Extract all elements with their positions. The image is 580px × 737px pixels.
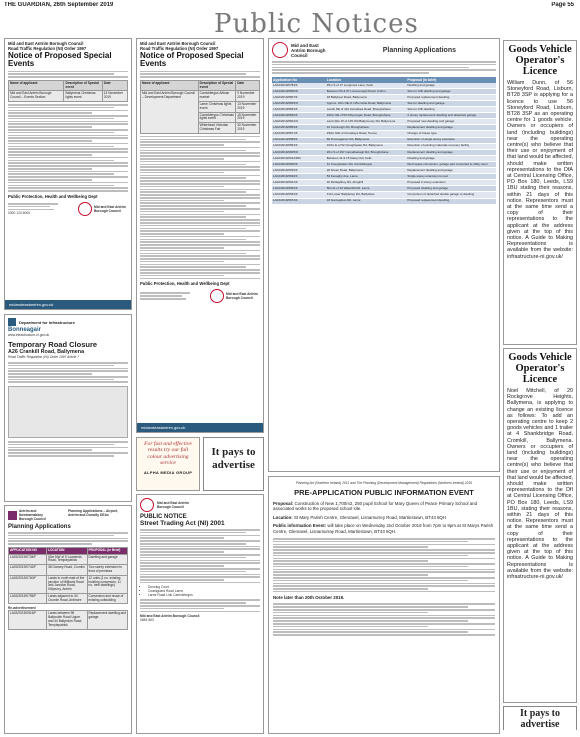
table-cell: Carrickfergus Artisan market [198,91,236,102]
council-logo [78,202,128,216]
list-item: • Dunclug Court [148,585,260,589]
notice-title: Temporary Road Closure [8,340,98,349]
table-cell: LA02/2019/0912/RM [272,155,326,161]
table-cell: Proposed 2 storey extension [406,180,496,186]
table-row [9,611,128,629]
table-cell: 110 Lower Ballyboley Rd, Ballyclare [326,192,407,198]
table-cell: 80 Drumagarner Rd, Ballymena [326,137,407,143]
table-cell: 18 Ballykeel Road, Ballymena [326,94,407,100]
council-logo-icon [78,202,92,216]
table-cell: 14 November 2019 [102,91,127,102]
panel-title: Planning Applications [382,46,456,54]
col-header: Name of applicant [9,80,64,91]
table-cell: Whitehead Victorian Christmas Fair [198,123,236,134]
table-cell: Conversion and reuse of existing outbuilding [87,593,127,604]
notice-title: Goods Vehicle Operator's Licence [508,44,572,77]
table-cell: LA02/2019/0952/F [272,186,326,192]
sidebar-notices [503,40,577,730]
table-row [9,593,128,604]
table-cell: Single storey extension to rear [406,174,496,180]
table-cell: Approx. 40m NE of 4 Burnside Road, Ballymena [326,101,407,107]
advertise-box-mid: It pays to advertise [203,437,264,491]
antrim-logo [8,509,53,521]
council-logo-text: Mid and East Antrim Borough Council [291,42,326,58]
panel-header: Planning Applications – Airport, Antrim and Dunsilly DEAs [68,509,118,517]
notice-body: William Dunn, of 56 Stoneyford Road, Lisburn, BT28 3SP is applying for a licence to use 56 Stoneyford Road, Lisburn, BT28 3SP as an operating centre for 1 goods vehicle. Owners or occupiers of land (including buildings) near the operating centre(s) who believe that their use or enjoyment of that land would be affected, should make written representations to the DfA at Central Licensing Office, PO Box 180, Leeds, LS9 1BU stating their reasons, within 21 days of this notice. Representors must at the same time send a copy of their representations to the applicant at the address given at the top of this notice. A Guide to Making Representations is available from the website: infrastructure-ni.gov.uk/ [507,80,573,260]
col-header: Description of Special event [64,80,102,91]
road-name: A26 Crankill Road, Ballymena [8,349,85,355]
col-header: Location [326,77,407,83]
notice-subtitle: Street Trading Act (NI) 2001 [140,520,225,527]
table-cell: Carrickfergus Christmas lights event [198,112,236,123]
col-header: APPLICATION NO [9,547,47,554]
table-cell: Lands between 98 Ballyrobin Road Upper and 44 Ballyrobin Road, Templepatrick [47,611,87,629]
website-band: midandeastantrim.gov.uk [137,423,263,432]
table-cell: 16 Mullaghboy Rd, Ahoghill [326,180,407,186]
road-closure-notice [4,314,132,502]
table-cell: LA02/2019/0974/F [272,198,326,204]
list-item: • Coastguard Road Larne [148,589,260,593]
table-cell: Between 11 & 15 Dasey Rd, Kells [326,155,407,161]
col-header: Name of applicant [141,80,199,91]
table-cell: 20 Dreen Road, Ballymena [326,168,407,174]
page-number: Page 55 [551,2,574,8]
antrim-readvert-table [8,610,128,629]
table-cell: Conversion of detached double garage to dwelling [406,192,496,198]
table-cell: 230m N/E of Crosskeys Road, Toome [326,131,407,137]
contact-name: Public Protection, Health and Wellbeing Dept [140,281,230,287]
col-header: Date [236,80,260,91]
notice-special-events-b [136,38,264,433]
table-cell: Land 40m W of 125 Old Ballymoney Rd, Ballymena [326,119,407,125]
list-item: • Larne Road Link Carrickfergus [148,593,260,597]
public-notices-banner [4,10,576,36]
contact-name: Public Protection, Health and Wellbeing Dept [8,193,98,199]
table-cell: 12 Cloughwater Rd, Carrickfergus [326,161,407,167]
council-logo-text: Mid and East Antrim Borough Council [226,291,258,300]
table-cell: 18 Ganvaghan Rd, Larne [326,198,407,204]
col-header: LOCATION [47,547,87,554]
table-cell: LA02/2019/0871/F [272,131,326,137]
table-cell: 53 Fenaghy Ave, Larne [326,174,407,180]
table-cell: 20m S of 297 Carnalbanagh Rd, Broughshane [326,149,407,155]
closing-date: Note later than 20th October 2019. [273,595,345,601]
table-cell: Site for infill dwelling [406,107,496,113]
col-header: Proposal (in brief) [406,77,496,83]
table-cell: Site for infill dwelling and garage [406,88,496,94]
table-cell: LA02/2019/0815/O [272,101,326,107]
org-website: www.infrastructure-ni.gov.uk [8,333,50,337]
table-cell: LA03/2019/0516/F [9,611,47,629]
table-cell: 45m S of 17 Longmore Lane, Kells [326,83,407,89]
council-logo-text: Mid and East Antrim Borough Council [157,501,189,509]
table-cell: Mid and East Antrim Borough Council – Development Department [141,91,199,133]
council-name: Mid and East Antrim Borough Council [140,614,200,619]
planning-applications-panel [268,38,500,472]
table-row [9,91,128,102]
website-band: midandeastantrim.gov.uk [5,300,131,309]
table-cell: Proposed dwelling and garage [406,186,496,192]
table-cell: LA02/2019/0941/F [272,180,326,186]
table-cell: LA02/2019/0844/O [272,119,326,125]
council-logo-icon [272,42,288,58]
table-cell: Lands adjacent to 34 Crumlin Road, Ardmore [47,593,87,604]
proposal-label: Proposal: [273,501,294,506]
table-cell: LA02/2019/0963/F [272,192,326,198]
street-list [148,585,260,597]
notice-title: PRE-APPLICATION PUBLIC INFORMATION EVENT [294,488,474,497]
council-logo [140,498,260,512]
banner-title: Public Notices [214,10,419,36]
col-header: PROPOSAL (in Brief) [87,547,127,554]
notice-title: Notice of Proposed Special Events [8,50,112,69]
location-text: St Mary Parish Centre, Glenravel, Lisnamurrey Road, Martinstown, BT43 6QH [294,514,447,520]
panel-title: Planning Applications [8,524,71,530]
table-cell: Dwelling and garage [406,155,496,161]
events-table [8,80,128,102]
antrim-logo-icon [8,511,17,520]
table-cell: LA02/2019/0905/O [272,149,326,155]
table-cell: 12 units (1 no. existing building conversion, 11 no. new dwellings) [87,575,127,593]
act-name: Road Traffic Regulation (NI) Order 1997 [140,45,219,51]
col-header: Date [102,80,127,91]
table-cell: LA02/2019/0926/F [272,168,326,174]
table-row [9,554,128,565]
act-name: Road Traffic Regulation (NI) Order 1997 [8,45,87,51]
table-cell: 12 Carnlough Rd, Broughshane [326,125,407,131]
council-logo-text: Mid and East Antrim Borough Council [94,204,126,213]
table-cell: Proposed replacement dwelling [406,198,496,204]
table-cell: 100m E of 52 Cloughwater Rd, Ballymena [326,143,407,149]
table-cell: LA03/2019/0734/F [9,554,47,565]
table-cell: LA02/2019/0930/F [272,174,326,180]
notice-title: Notice of Proposed Special Events [140,50,244,69]
table-cell: Replacement dwelling and garage [406,149,496,155]
council-name: Mid and East Antrim Borough Council [8,41,84,46]
table-cell: 13 November 2019 [236,101,260,112]
table-cell: 15 November 2019 [236,112,260,123]
council-logo [210,289,260,303]
table-cell: Proposed new dwelling and garage [406,119,496,125]
act-name: Road Traffic Regulation (NI) Order 1997 Article 7 [8,355,80,359]
table-row [272,198,496,204]
col-header: Application No [272,77,326,83]
table-cell: LA02/2019/0894/F [272,143,326,149]
table-cell: 30 November 2019 [236,123,260,134]
readvert-label: Re-advertisement [8,606,36,611]
table-cell: LA02/2019/0784/F [272,83,326,89]
table-cell: Ballymena Christmas lights event [64,91,102,102]
table-cell: 9 November 2019 [236,91,260,102]
planning-act: Planning Act (Northern Ireland) 2011 and The Planning (Development Management) Regulations (Northern Ireland) 2015 [295,481,473,485]
table-cell: LA02/2019/0883/F [272,137,326,143]
table-cell: Change of house type [406,131,496,137]
table-cell: Dwelling and garage [87,554,127,565]
table-cell: 100m NE of 50 Killycoogan Road, Broughshane [326,113,407,119]
goods-vehicle-notice-2 [503,348,577,703]
table-cell: LA02/2019/0854/F [272,125,326,131]
notice-special-events-a [4,38,132,310]
location-label: Location: [273,514,293,520]
events-table [140,80,260,134]
colour-advert [136,437,200,491]
street-trading-notice [136,494,264,734]
table-cell: Larne Christmas lights event [198,101,236,112]
proposal-text: Construction of New 1,700m2, 250 pupil School for Mary Queen of Peace Primary School and associated works to the proposed school site. [273,501,478,512]
infrastructure-logo-icon [8,318,16,326]
paper-name: THE GUARDIAN, 26th September 2019 [4,2,114,8]
table-cell: LA02/2019/0842/F [272,113,326,119]
antrim-planning-panel [4,505,132,734]
pre-application-notice [268,476,500,734]
notice-body: Noel Mitchell, of 20 Rockgrove Heights, Ballymena, is applying to change an existing licence as follows: To add an operating centre to keep 2 goods vehicles and 1 trailer at 4 Shankbridge Road, Cromkill, Ballymena. Owners or occupiers of land (including buildings) near the operating centre(s) who believe that their use or enjoyment of that land would be affected, should make written representations to the DfI at Central Licensing Office, PO Box 180, Leeds, LS9 1BU, stating their reasons, within 21 days of this notice. Representors must at the same time send a copy of their representations to the applicant at the address given at the top of this notice. A Guide to Making Representations is available from the website: infrastructure-ni.gov.uk/ [507,388,573,581]
table-cell: LA02/2019/0806/O [272,88,326,94]
table-cell: Replacement dwelling and garage [406,125,496,131]
table-cell: Retention of single storey extension [406,137,496,143]
table-cell: LA02/2019/0920/F [272,161,326,167]
council-logo-icon [140,498,154,512]
table-cell: LA03/2019/0760/F [9,575,47,593]
table-cell: Lands to north east of the junction of Millbank Road and Junction Road, Killycurry, Antrim [47,575,87,593]
notice-title: Goods Vehicle Operator's Licence [508,352,572,385]
table-cell: LA02/2019/0823/F [272,107,326,113]
table-cell: Two storey extension to front of premises [87,565,127,576]
table-row [9,565,128,576]
table-cell: Site for dwelling and garage [406,101,496,107]
table-cell: 2 storey replacement dwelling and detached garage [406,113,496,119]
table-cell: 50m NW of 9 Loanends Road, Templepatrick [47,554,87,565]
council-logo [272,42,331,58]
table-cell: 50m E of 34 Waterfall Rd, Larne [326,186,407,192]
event-label: Public information Event: [273,523,327,529]
table-cell: Between 53 & 57 Lisnevenagh Road, Antrim [326,88,407,94]
advert-text: For fast and effective results try our full colour advertising service [144,441,192,467]
goods-vehicle-notice-1 [503,40,577,345]
table-cell: Dwelling and garage [406,83,496,89]
road-closure-map [8,386,128,438]
table-cell: LA02/2019/0807/F [272,94,326,100]
table-cell: LA03/2019/0742/F [9,565,47,576]
table-row [141,91,260,102]
dept-name: Department for Infrastructure [19,319,75,325]
council-name: Mid and East Antrim Borough Council [140,41,216,46]
table-cell: 38 Ganvey Road, Crumlin [47,565,87,576]
phone-number: 0845 563 [140,618,154,623]
org-name: Bonneagair [8,327,42,333]
table-cell: Mid and East Antrim Borough Council – Events Section [9,91,64,102]
table-cell: Retention of existing materials recovery facility [406,143,496,149]
antrim-logo-text: Antrim and Newtownabbey Borough Council [19,509,46,521]
infrastructure-logo [8,318,128,326]
planning-table [272,77,496,205]
advert-brand: ALPHA MEDIA GROUP [143,469,193,475]
table-cell: Replacement dwelling and garage [87,611,127,629]
table-row [9,575,128,593]
table-cell: LA03/2019/0795/F [9,593,47,604]
phone-number: 0300 124 5000 [8,211,31,216]
event-text: will take place on Wednesday 2nd October 2019 from 7pm to 9pm at St Marys Parish Centre, Glenravel, Lisnamurray Road, Martinstown, BT43 6QH. [273,523,494,534]
antrim-table [8,547,128,605]
table-cell: Roof space conversion, garage part converted to utility room [406,161,496,167]
table-cell: Replacement dwelling and garage [406,168,496,174]
table-cell: Proposed replacement dwelling [406,94,496,100]
notice-title: PUBLIC NOTICE [140,514,187,520]
advertise-box: It pays to advertise [503,706,577,730]
col-header: Description of Special event [198,80,236,91]
council-logo-icon [210,289,224,303]
table-cell: Lands NE of 116 Lisnaskea Road, Broughshane [326,107,407,113]
